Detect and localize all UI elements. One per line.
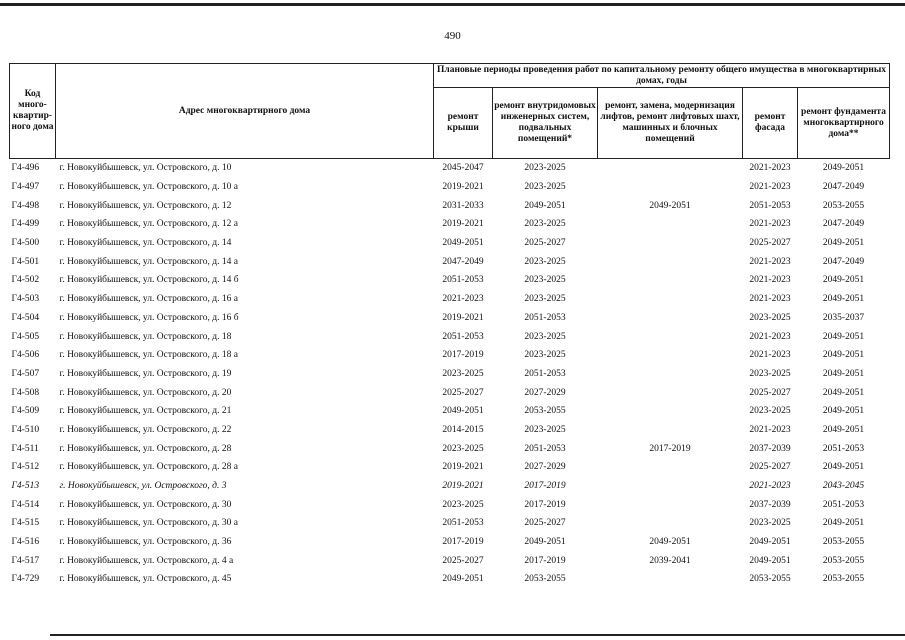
cell-address: г. Новокуйбышевск, ул. Островского, д. 30 bbox=[59, 499, 232, 510]
table-row bbox=[10, 215, 890, 234]
cell-elevators bbox=[598, 271, 743, 290]
cell-elevators bbox=[598, 495, 743, 514]
cell-facade: 2023-2025 bbox=[749, 518, 791, 529]
cell-address: г. Новокуйбышевск, ул. Островского, д. 19 bbox=[59, 368, 232, 379]
table-row bbox=[10, 383, 890, 402]
cell-code: Г4-501 bbox=[11, 256, 40, 267]
cell-roof: 2023-2025 bbox=[442, 368, 484, 379]
cell-foundation: 2049-2051 bbox=[822, 462, 865, 473]
header-address: Адрес многоквартирного дома bbox=[56, 64, 434, 159]
cell-roof: 2025-2027 bbox=[442, 387, 484, 398]
cell-facade: 2021-2023 bbox=[749, 481, 791, 492]
cell-code: Г4-516 bbox=[11, 537, 40, 548]
cell-roof: 2023-2025 bbox=[442, 443, 484, 454]
cell-roof: 2031-2033 bbox=[442, 200, 484, 211]
cell-foundation: 2047-2049 bbox=[822, 182, 865, 193]
cell-engineering: 2051-2053 bbox=[524, 368, 566, 379]
cell-roof: 2045-2047 bbox=[442, 163, 484, 174]
cell-elevators: 2049-2051 bbox=[649, 200, 691, 211]
cell-engineering: 2023-2025 bbox=[524, 275, 566, 286]
cell-engineering: 2023-2025 bbox=[524, 256, 566, 267]
cell-elevators bbox=[598, 290, 743, 309]
cell-code: Г4-515 bbox=[11, 518, 40, 529]
cell-address: г. Новокуйбышевск, ул. Островского, д. 14 б bbox=[59, 275, 239, 286]
cell-elevators bbox=[598, 309, 743, 328]
cell-elevators bbox=[598, 365, 743, 384]
table-row bbox=[10, 327, 890, 346]
cell-roof: 2049-2051 bbox=[442, 574, 484, 585]
cell-engineering: 2027-2029 bbox=[524, 462, 566, 473]
table-row bbox=[10, 252, 890, 271]
cell-foundation: 2053-2055 bbox=[822, 537, 865, 548]
cell-roof: 2049-2051 bbox=[442, 406, 484, 417]
cell-address: г. Новокуйбышевск, ул. Островского, д. 16 а bbox=[59, 294, 238, 305]
cell-foundation: 2049-2051 bbox=[822, 350, 865, 361]
cell-facade: 2049-2051 bbox=[749, 537, 791, 548]
cell-elevators bbox=[598, 327, 743, 346]
cell-address: г. Новокуйбышевск, ул. Островского, д. 18 bbox=[59, 331, 232, 342]
cell-elevators bbox=[598, 252, 743, 271]
table-row bbox=[10, 346, 890, 365]
cell-elevators bbox=[598, 514, 743, 533]
table-row bbox=[10, 234, 890, 253]
cell-code: Г4-500 bbox=[11, 238, 40, 249]
cell-foundation: 2049-2051 bbox=[822, 238, 865, 249]
cell-elevators bbox=[598, 402, 743, 421]
cell-facade: 2051-2053 bbox=[749, 200, 791, 211]
cell-facade: 2053-2055 bbox=[749, 574, 791, 585]
cell-engineering: 2017-2019 bbox=[524, 499, 566, 510]
cell-engineering: 2023-2025 bbox=[524, 219, 566, 230]
cell-address: г. Новокуйбышевск, ул. Островского, д. 22 bbox=[59, 424, 232, 435]
cell-elevators bbox=[598, 477, 743, 496]
cell-code: Г4-512 bbox=[11, 462, 40, 473]
cell-foundation: 2053-2055 bbox=[822, 200, 865, 211]
cell-engineering: 2049-2051 bbox=[524, 537, 566, 548]
cell-elevators: 2039-2041 bbox=[649, 555, 691, 566]
cell-roof: 2051-2053 bbox=[442, 275, 484, 286]
cell-facade: 2037-2039 bbox=[749, 443, 791, 454]
table-row bbox=[10, 477, 890, 496]
cell-roof: 2049-2051 bbox=[442, 238, 484, 249]
cell-engineering: 2053-2055 bbox=[524, 574, 566, 585]
cell-facade: 2021-2023 bbox=[749, 331, 791, 342]
header-foundation: ремонт фундамента многоквартирного дома** bbox=[798, 88, 890, 159]
cell-facade: 2021-2023 bbox=[749, 350, 791, 361]
cell-roof: 2019-2021 bbox=[442, 481, 484, 492]
cell-facade: 2021-2023 bbox=[749, 275, 791, 286]
cell-facade: 2021-2023 bbox=[749, 219, 791, 230]
table-row bbox=[10, 178, 890, 197]
cell-engineering: 2017-2019 bbox=[524, 481, 566, 492]
cell-address: г. Новокуйбышевск, ул. Островского, д. 45 bbox=[59, 574, 232, 585]
cell-code: Г4-508 bbox=[11, 387, 40, 398]
cell-engineering: 2027-2029 bbox=[524, 387, 566, 398]
cell-foundation: 2035-2037 bbox=[822, 312, 865, 323]
cell-elevators bbox=[598, 383, 743, 402]
cell-facade: 2023-2025 bbox=[749, 406, 791, 417]
cell-facade: 2021-2023 bbox=[749, 256, 791, 267]
table-row bbox=[10, 551, 890, 570]
cell-address: г. Новокуйбышевск, ул. Островского, д. 21 bbox=[59, 406, 232, 417]
cell-address: г. Новокуйбышевск, ул. Островского, д. 20 bbox=[59, 387, 232, 398]
cell-engineering: 2051-2053 bbox=[524, 312, 566, 323]
table-row bbox=[10, 421, 890, 440]
cell-address: г. Новокуйбышевск, ул. Островского, д. 28 а bbox=[59, 462, 238, 473]
table-row bbox=[10, 495, 890, 514]
table-row bbox=[10, 271, 890, 290]
cell-engineering: 2051-2053 bbox=[524, 443, 566, 454]
cell-address: г. Новокуйбышевск, ул. Островского, д. 36 bbox=[59, 537, 232, 548]
cell-foundation: 2049-2051 bbox=[822, 163, 865, 174]
cell-roof: 2017-2019 bbox=[442, 350, 484, 361]
cell-roof: 2023-2025 bbox=[442, 499, 484, 510]
cell-foundation: 2053-2055 bbox=[822, 574, 865, 585]
table-body bbox=[10, 159, 890, 589]
table-row bbox=[10, 458, 890, 477]
cell-engineering: 2023-2025 bbox=[524, 350, 566, 361]
cell-engineering: 2023-2025 bbox=[524, 294, 566, 305]
cell-address: г. Новокуйбышевск, ул. Островского, д. 10 а bbox=[59, 182, 238, 193]
header-periods-title: Плановые периоды проведения работ по капитальному ремонту общего имущества в многоквартирных домах, годы bbox=[434, 64, 890, 88]
capital-repair-table bbox=[9, 63, 890, 589]
table-row bbox=[10, 365, 890, 384]
cell-code: Г4-498 bbox=[11, 200, 40, 211]
cell-elevators: 2017-2019 bbox=[649, 443, 691, 454]
cell-code: Г4-499 bbox=[11, 219, 40, 230]
cell-elevators bbox=[598, 234, 743, 253]
cell-roof: 2019-2021 bbox=[442, 182, 484, 193]
cell-elevators bbox=[598, 421, 743, 440]
cell-facade: 2021-2023 bbox=[749, 163, 791, 174]
cell-engineering: 2049-2051 bbox=[524, 200, 566, 211]
cell-roof: 2019-2021 bbox=[442, 462, 484, 473]
cell-facade: 2049-2051 bbox=[749, 555, 791, 566]
cell-roof: 2051-2053 bbox=[442, 518, 484, 529]
cell-foundation: 2049-2051 bbox=[822, 424, 865, 435]
table-row bbox=[10, 570, 890, 589]
cell-address: г. Новокуйбышевск, ул. Островского, д. 16 б bbox=[59, 312, 239, 323]
cell-facade: 2025-2027 bbox=[749, 238, 791, 249]
cell-foundation: 2049-2051 bbox=[822, 294, 865, 305]
cell-address: г. Новокуйбышевск, ул. Островского, д. 4 а bbox=[59, 555, 234, 566]
cell-code: Г4-502 bbox=[11, 275, 40, 286]
cell-engineering: 2025-2027 bbox=[524, 238, 566, 249]
table-row bbox=[10, 439, 890, 458]
cell-roof: 2019-2021 bbox=[442, 312, 484, 323]
cell-address: г. Новокуйбышевск, ул. Островского, д. 14 bbox=[59, 238, 232, 249]
cell-address: г. Новокуйбышевск, ул. Островского, д. 14 а bbox=[59, 256, 238, 267]
cell-roof: 2017-2019 bbox=[442, 537, 484, 548]
cell-foundation: 2049-2051 bbox=[822, 368, 865, 379]
cell-address: г. Новокуйбышевск, ул. Островского, д. 18 а bbox=[59, 350, 238, 361]
page-number: 490 bbox=[444, 30, 461, 42]
cell-foundation: 2049-2051 bbox=[822, 387, 865, 398]
cell-code: Г4-506 bbox=[11, 350, 40, 361]
header-engineering: ремонт внутридомовых инженерных систем, подвальных помещений* bbox=[493, 88, 598, 159]
table-row bbox=[10, 402, 890, 421]
table-row bbox=[10, 196, 890, 215]
cell-code: Г4-514 bbox=[11, 499, 40, 510]
cell-code: Г4-504 bbox=[11, 312, 40, 323]
cell-code: Г4-503 bbox=[11, 294, 40, 305]
cell-address: г. Новокуйбышевск, ул. Островского, д. 30 а bbox=[59, 518, 238, 529]
cell-facade: 2023-2025 bbox=[749, 368, 791, 379]
cell-code: Г4-513 bbox=[11, 481, 40, 492]
cell-address: г. Новокуйбышевск, ул. Островского, д. 3 bbox=[59, 481, 227, 492]
table-row bbox=[10, 290, 890, 309]
cell-code: Г4-511 bbox=[11, 443, 39, 454]
cell-facade: 2021-2023 bbox=[749, 424, 791, 435]
cell-foundation: 2051-2053 bbox=[822, 499, 865, 510]
cell-code: Г4-509 bbox=[11, 406, 40, 417]
cell-code: Г4-510 bbox=[11, 424, 40, 435]
cell-code: Г4-496 bbox=[11, 163, 40, 174]
top-rule bbox=[0, 3, 905, 6]
cell-engineering: 2023-2025 bbox=[524, 163, 566, 174]
cell-code: Г4-505 bbox=[11, 331, 40, 342]
cell-foundation: 2049-2051 bbox=[822, 518, 865, 529]
cell-engineering: 2053-2055 bbox=[524, 406, 566, 417]
cell-address: г. Новокуйбышевск, ул. Островского, д. 28 bbox=[59, 443, 232, 454]
bottom-rule bbox=[50, 634, 905, 636]
header-facade: ремонт фасада bbox=[743, 88, 798, 159]
cell-roof: 2047-2049 bbox=[442, 256, 484, 267]
cell-elevators bbox=[598, 215, 743, 234]
table-row bbox=[10, 533, 890, 552]
cell-address: г. Новокуйбышевск, ул. Островского, д. 12 а bbox=[59, 219, 238, 230]
cell-elevators: 2049-2051 bbox=[649, 537, 691, 548]
cell-elevators bbox=[598, 570, 743, 589]
header-code: Код много-квартир-ного дома bbox=[10, 64, 56, 159]
cell-engineering: 2023-2025 bbox=[524, 331, 566, 342]
cell-foundation: 2047-2049 bbox=[822, 219, 865, 230]
cell-roof: 2051-2053 bbox=[442, 331, 484, 342]
cell-foundation: 2047-2049 bbox=[822, 256, 865, 267]
cell-code: Г4-507 bbox=[11, 368, 40, 379]
cell-roof: 2021-2023 bbox=[442, 294, 484, 305]
table-row bbox=[10, 309, 890, 328]
cell-roof: 2019-2021 bbox=[442, 219, 484, 230]
table-row bbox=[10, 159, 890, 178]
cell-facade: 2025-2027 bbox=[749, 462, 791, 473]
cell-foundation: 2043-2045 bbox=[822, 481, 865, 492]
cell-foundation: 2049-2051 bbox=[822, 406, 865, 417]
cell-elevators bbox=[598, 178, 743, 197]
cell-foundation: 2049-2051 bbox=[822, 275, 865, 286]
cell-code: Г4-497 bbox=[11, 182, 40, 193]
cell-address: г. Новокуйбышевск, ул. Островского, д. 10 bbox=[59, 163, 232, 174]
cell-facade: 2025-2027 bbox=[749, 387, 791, 398]
cell-elevators bbox=[598, 346, 743, 365]
cell-elevators bbox=[598, 159, 743, 178]
cell-address: г. Новокуйбышевск, ул. Островского, д. 12 bbox=[59, 200, 232, 211]
cell-engineering: 2025-2027 bbox=[524, 518, 566, 529]
cell-engineering: 2023-2025 bbox=[524, 182, 566, 193]
cell-engineering: 2017-2019 bbox=[524, 555, 566, 566]
cell-code: Г4-729 bbox=[11, 574, 40, 585]
cell-foundation: 2053-2055 bbox=[822, 555, 865, 566]
cell-roof: 2014-2015 bbox=[442, 424, 484, 435]
cell-foundation: 2051-2053 bbox=[822, 443, 865, 454]
table-row bbox=[10, 514, 890, 533]
cell-facade: 2021-2023 bbox=[749, 294, 791, 305]
header-elevators: ремонт, замена, модернизация лифтов, ремонт лифтовых шахт, машинных и блочных помещений bbox=[598, 88, 743, 159]
cell-facade: 2021-2023 bbox=[749, 182, 791, 193]
cell-foundation: 2049-2051 bbox=[822, 331, 865, 342]
cell-code: Г4-517 bbox=[11, 555, 40, 566]
cell-roof: 2025-2027 bbox=[442, 555, 484, 566]
header-roof: ремонт крыши bbox=[434, 88, 493, 159]
cell-facade: 2023-2025 bbox=[749, 312, 791, 323]
cell-elevators bbox=[598, 458, 743, 477]
cell-facade: 2037-2039 bbox=[749, 499, 791, 510]
cell-engineering: 2023-2025 bbox=[524, 424, 566, 435]
